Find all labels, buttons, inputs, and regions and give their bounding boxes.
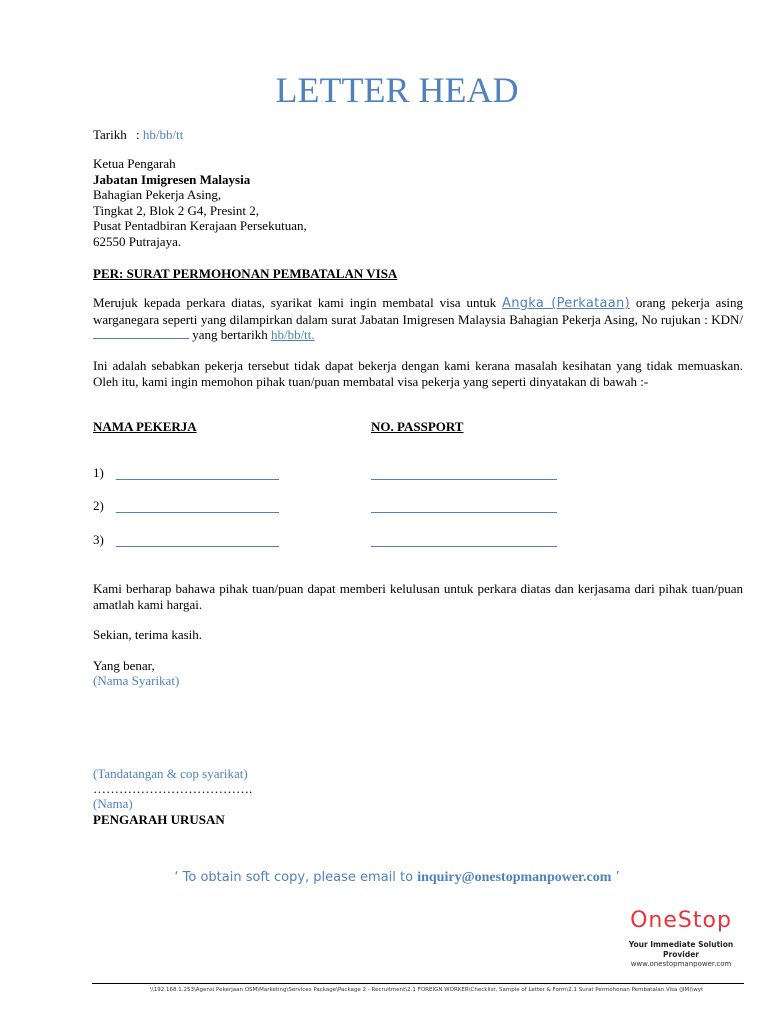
passport-number-field[interactable] [371,546,557,547]
logo-tagline: Your Immediate Solution Provider [628,940,734,959]
column-header-name: NAMA PEKERJA [93,419,197,434]
reference-number-field[interactable] [93,327,189,339]
recipient-title: Ketua Pengarah [93,156,176,171]
company-name-placeholder[interactable]: (Nama Syarikat) [93,673,180,688]
column-header-passport: NO. PASSPORT [371,419,464,434]
paragraph-request: Kami berharap bahawa pihak tuan/puan dapat memberi kelulusan untuk perkara diatas dan kerjasama dari pihak tuan/puan amatlah kami hargai. [93,581,743,612]
logo-wordmark: OneStop [630,908,732,933]
date-value: hb/bb/tt [142,127,184,142]
reference-date-field[interactable]: hb/bb/tt. [270,327,315,342]
paragraph-reason: Ini adalah sebabkan pekerja tersebut tidak dapat bekerja dengan kami kerana masalah kesihatan yang tidak memuaskan. Oleh itu, kami ingin memohon pihak tuan/puan membatal visa pekerja yang seperti dinyatakan di bawah :- [93,358,743,389]
recipient-block [93,156,307,249]
passport-number-field[interactable] [371,512,557,513]
company-logo [616,908,746,969]
signer-name-placeholder[interactable]: (Nama) [93,796,133,811]
worker-name-field[interactable] [116,546,279,547]
recipient-address-line: 62550 Putrajaya. [93,233,182,249]
recipient-address-line: Bahagian Pekerja Asing, [93,187,222,202]
signer-position: PENGARAH URUSAN [93,812,225,827]
recipient-address-line: Tingkat 2, Blok 2 G4, Presint 2, [93,202,260,218]
paragraph-reference [93,295,743,343]
date-label: Tarikh [93,127,127,142]
recipient-org: Jabatan Imigresen Malaysia [93,171,251,187]
para1-text-c: yang bertarikh [192,327,268,342]
para1-text-b: orang pekerja asing warganegara seperti yang dilampirkan dalam surat Jabatan Imigresen Malaysia Bahagian Pekerja Asing, No rujukan : KDN/ [93,295,744,327]
signoff-line: Yang benar, [93,658,155,673]
worker-name-field[interactable] [116,512,279,513]
date-line [93,127,183,143]
signature-dots: ………………………………. [93,781,253,796]
row-number: 1) [93,465,104,480]
soft-copy-suffix: ’ [615,870,620,885]
worker-count-field[interactable]: Angka (Perkataan) [502,296,630,311]
soft-copy-prefix: ‘ To obtain soft copy, please email to [174,870,414,885]
signature-placeholder[interactable]: (Tandatangan & cop syarikat) [93,766,248,781]
row-number: 3) [93,532,104,547]
recipient-address-line: Pusat Pentadbiran Kerajaan Persekutuan, [93,218,307,233]
passport-number-field[interactable] [371,479,557,480]
contact-email-link[interactable]: inquiry@onestopmanpower.com [417,870,612,885]
logo-url: www.onestopmanpower.com [630,960,732,968]
date-separator: : [136,127,140,142]
closing-line: Sekian, terima kasih. [93,627,203,642]
subject-line: PER: SURAT PERMOHONAN PEMBATALAN VISA [93,266,398,281]
para1-text-a: Merujuk kepada perkara diatas, syarikat kami ingin membatal visa untuk [93,295,497,310]
worker-name-field[interactable] [116,479,279,480]
soft-copy-note [0,870,768,886]
file-path: \\192.168.1.253\Agensi Pekerjaan OSM\Marketing\Services Package\Package 2 - Recruitment\2.1 FOREIGN WORKER\Checklist, Sample of Letter & Form\2.1 Surat Permohonan Pembatalan Visa (JIM)\wyt [150,987,704,993]
row-number: 2) [93,498,104,513]
letterhead-title: LETTER HEAD [275,70,519,110]
footer-divider [92,983,744,984]
